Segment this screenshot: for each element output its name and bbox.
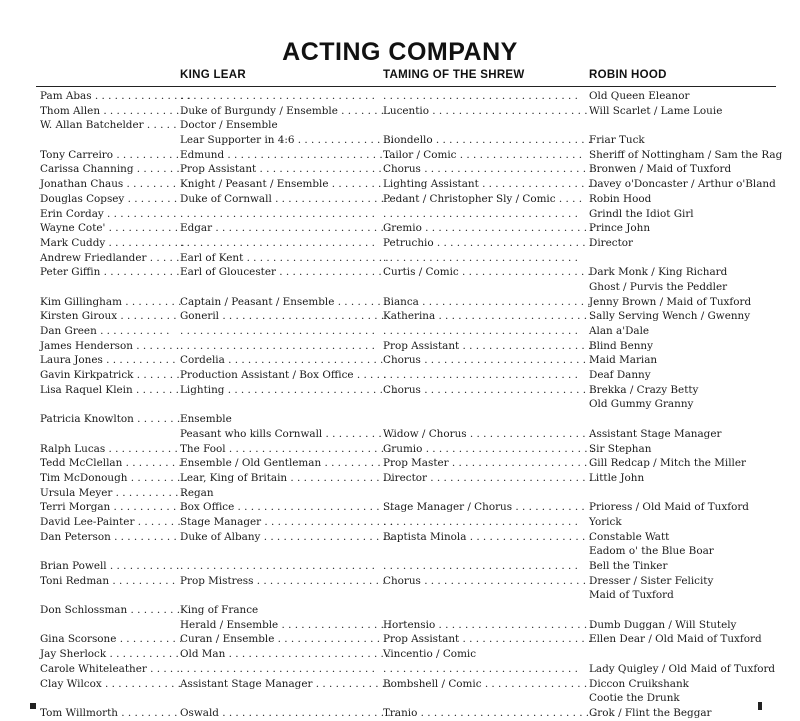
king-lear-role: . . . . . . . . . . . . . . . . . . . . . . . . . . . . . .	[180, 339, 375, 352]
robin-hood-role: Sally Serving Wench / Gwenny	[589, 310, 751, 323]
actor-name: Peter Giffin . . . . . . . . . . . .	[40, 266, 180, 279]
shrew-role: Stage Manager / Chorus . . . . . . . . . . .	[383, 501, 585, 514]
shrew-role: . . . . . . . . . . . . . . . . . . . . . . . . . . . . . .	[383, 369, 578, 382]
column-header-taming-of-the-shrew: TAMING OF THE SHREW	[383, 69, 525, 81]
cast-row	[0, 500, 800, 515]
cast-list	[0, 89, 800, 721]
cast-row-line	[0, 251, 800, 266]
actor-name: Jonathan Chaus . . . . . . . .	[40, 178, 177, 191]
king-lear-role: Oswald . . . . . . . . . . . . . . . . . . . . . . . . . . .	[180, 706, 398, 719]
cast-row	[0, 515, 800, 530]
actor-name: W. Allan Batchelder . . . . .	[40, 119, 177, 132]
cast-row	[0, 486, 800, 501]
shrew-role: Curtis / Comic . . . . . . . . . . . . . . . . . . . .	[383, 266, 591, 279]
shrew-role: Bombshell / Comic . . . . . . . . . . . . . . . .	[383, 677, 588, 690]
cast-row-line	[0, 544, 800, 559]
king-lear-role: Captain / Peasant / Ensemble . . . . . . . .	[180, 295, 388, 308]
shrew-role: Petruchio . . . . . . . . . . . . . . . . . . . . . . . .	[383, 236, 593, 249]
actor-name: Gina Scorsone . . . . . . . . . .	[40, 633, 183, 646]
actor-name: Carissa Channing . . . . . . .	[40, 163, 180, 176]
king-lear-role: Earl of Kent . . . . . . . . . . . . . . . . . . . . . .	[180, 251, 389, 264]
actor-name: Laura Jones . . . . . . . . . . .	[40, 354, 176, 367]
king-lear-role: Knight / Peasant / Ensemble . . . . . . . .	[180, 178, 382, 191]
king-lear-role: Prop Assistant . . . . . . . . . . . . . . . . . . . .	[180, 163, 389, 176]
king-lear-role: Duke of Burgundy / Ensemble . . . . . . . .	[180, 104, 391, 117]
shrew-role: Lucentio . . . . . . . . . . . . . . . . . . . . . . . .	[383, 104, 588, 117]
cast-row	[0, 221, 800, 236]
king-lear-role: Curan / Ensemble . . . . . . . . . . . . . . . . . .	[180, 633, 394, 646]
actor-name: David Lee-Painter . . . . . . .	[40, 515, 181, 528]
robin-hood-role: Sheriff of Nottingham / Sam the Rag	[589, 148, 783, 161]
shrew-role: . . . . . . . . . . . . . . . . . . . . . . . . . . . . . .	[383, 207, 578, 220]
actor-name: Toni Redman . . . . . . . . . .	[40, 574, 176, 587]
actor-name: Tom Willmorth . . . . . . . . .	[40, 706, 178, 719]
king-lear-role: . . . . . . . . . . . . . . . . . . . . . . . . . . . . . .	[180, 236, 375, 249]
robin-hood-role: Prince John	[589, 222, 651, 235]
robin-hood-role: Old Queen Eleanor	[589, 90, 690, 102]
king-lear-role: Peasant who kills Cornwall . . . . . . . . . . .	[180, 427, 395, 440]
robin-hood-role: Dumb Duggan / Will Stutely	[589, 618, 737, 631]
shrew-role: Chorus . . . . . . . . . . . . . . . . . . . . . . . . . .	[383, 574, 593, 587]
actor-name: Jay Sherlock . . . . . . . . . . . .	[40, 648, 186, 661]
cast-row	[0, 236, 800, 251]
cast-row	[0, 368, 800, 383]
cast-row-line	[0, 133, 800, 148]
robin-hood-role: Director	[589, 236, 633, 249]
actor-name: Tedd McClellan . . . . . . . . .	[40, 457, 182, 470]
robin-hood-role: Prioress / Old Maid of Tuxford	[589, 501, 749, 514]
cast-row-line	[0, 353, 800, 368]
column-header-king-lear: KING LEAR	[180, 69, 246, 81]
cast-row-line	[0, 236, 800, 251]
robin-hood-role: Constable Watt	[589, 530, 670, 543]
shrew-role: Vincentio / Comic	[383, 648, 477, 661]
robin-hood-role: Old Gummy Granny	[589, 398, 694, 411]
cast-row	[0, 647, 800, 662]
king-lear-role: . . . . . . . . . . . . . . . . . . . . . . . . . . . . . .	[180, 560, 375, 572]
king-lear-role: Doctor / Ensemble	[180, 119, 278, 132]
king-lear-role: Goneril . . . . . . . . . . . . . . . . . . . . . . . . . .	[180, 310, 391, 323]
shrew-role: . . . . . . . . . . . . . . . . . . . . . . . . . . . . . .	[383, 662, 578, 675]
actor-name: Patricia Knowlton . . . . . . .	[40, 413, 181, 426]
cast-row-line	[0, 148, 800, 163]
cast-row-line	[0, 603, 800, 618]
king-lear-role: Ensemble	[180, 413, 232, 426]
cast-row	[0, 574, 800, 603]
shrew-role: Chorus . . . . . . . . . . . . . . . . . . . . . . . . . .	[383, 354, 593, 367]
actor-name: Gavin Kirkpatrick . . . . . . .	[40, 369, 180, 382]
cast-row	[0, 265, 800, 294]
actor-name: Brian Powell . . . . . . . . . . .	[40, 560, 180, 572]
robin-hood-role: Deaf Danny	[589, 369, 651, 382]
robin-hood-role: Ellen Dear / Old Maid of Tuxford	[589, 633, 762, 646]
shrew-role: Prop Assistant . . . . . . . . . . . . . . . . . . . .	[383, 633, 592, 646]
cast-row-line	[0, 471, 800, 486]
robin-hood-role: Maid of Tuxford	[589, 589, 674, 602]
actor-name: Ursula Meyer . . . . . . . . . . .	[40, 486, 186, 499]
actor-name: Dan Green . . . . . . . . . . .	[40, 325, 170, 337]
shrew-role: Katherina . . . . . . . . . . . . . . . . . . . . . . . .	[383, 310, 594, 323]
robin-hood-role: Sir Stephan	[589, 442, 652, 455]
robin-hood-role: Blind Benny	[589, 339, 653, 352]
robin-hood-role: Bell the Tinker	[589, 560, 668, 572]
shrew-role: Lighting Assistant . . . . . . . . . . . . . . . . . .	[383, 178, 598, 191]
shrew-role: Hortensio . . . . . . . . . . . . . . . . . . . . . . . .	[383, 618, 594, 631]
king-lear-role: Cordelia . . . . . . . . . . . . . . . . . . . . . . . . .	[180, 354, 390, 367]
cast-row	[0, 207, 800, 222]
cast-row-line	[0, 412, 800, 427]
cast-row	[0, 662, 800, 677]
cast-row-line	[0, 706, 800, 721]
king-lear-role: Prop Mistress . . . . . . . . . . . . . . . . . . . .	[180, 574, 386, 587]
cast-row-line	[0, 207, 800, 222]
cast-row-line	[0, 162, 800, 177]
king-lear-role: Lighting . . . . . . . . . . . . . . . . . . . . . . . . . .	[180, 383, 397, 396]
cast-row	[0, 559, 800, 574]
robin-hood-role: Alan a'Dale	[589, 325, 650, 337]
cast-row-line	[0, 309, 800, 324]
king-lear-role: Ensemble / Old Gentleman . . . . . . . . . . .	[180, 457, 394, 470]
king-lear-role: Old Man . . . . . . . . . . . . . . . . . . . . . . . . . .	[180, 648, 398, 661]
shrew-role: Widow / Chorus . . . . . . . . . . . . . . . . . . .	[383, 427, 593, 440]
king-lear-role: Edmund . . . . . . . . . . . . . . . . . . . . . . . . . .	[180, 148, 396, 161]
robin-hood-role: Jenny Brown / Maid of Tuxford	[589, 295, 752, 308]
actor-name: Don Schlossman . . . . . . . .	[40, 604, 181, 617]
shrew-role: Tranio . . . . . . . . . . . . . . . . . . . . . . . . . . .	[383, 706, 596, 719]
robin-hood-role: Assistant Stage Manager	[589, 427, 722, 440]
cast-row	[0, 309, 800, 324]
cast-row-line	[0, 118, 800, 133]
cast-row	[0, 339, 800, 354]
cast-row-line	[0, 89, 800, 104]
robin-hood-role: Brekka / Crazy Betty	[589, 383, 699, 396]
cast-row	[0, 471, 800, 486]
shrew-role: . . . . . . . . . . . . . . . . . . . . . . . . . . . . . .	[383, 90, 578, 102]
actor-name: Thom Allen . . . . . . . . . . . . .	[40, 104, 186, 117]
king-lear-role: Lear, King of Britain . . . . . . . . . . . . . . . .	[180, 471, 393, 484]
cast-row	[0, 442, 800, 457]
cast-row-line	[0, 618, 800, 633]
robin-hood-role: Gill Redcap / Mitch the Miller	[589, 457, 746, 470]
cast-row-line	[0, 559, 800, 574]
cast-row	[0, 148, 800, 163]
cast-row	[0, 603, 800, 632]
shrew-role: . . . . . . . . . . . . . . . . . . . . . . . . . . . . . .	[383, 515, 578, 528]
cast-row	[0, 118, 800, 147]
cast-row-line	[0, 177, 800, 192]
shrew-role: Biondello . . . . . . . . . . . . . . . . . . . . . . . .	[383, 134, 592, 147]
actor-name: Clay Wilcox . . . . . . . . . . . .	[40, 677, 181, 690]
king-lear-role: Production Assistant / Box Office . . . . .	[180, 369, 387, 382]
king-lear-role: . . . . . . . . . . . . . . . . . . . . . . . . . . . . . .	[180, 90, 375, 102]
column-headers	[0, 69, 800, 85]
shrew-role: Bianca . . . . . . . . . . . . . . . . . . . . . . . . . . .	[383, 295, 598, 308]
cast-row	[0, 353, 800, 368]
cast-row	[0, 251, 800, 266]
actor-name: Terri Morgan . . . . . . . . . . .	[40, 501, 183, 514]
cast-row-line	[0, 295, 800, 310]
shrew-role: . . . . . . . . . . . . . . . . . . . . . . . . . . . . . .	[383, 251, 578, 264]
actor-name: Douglas Copsey . . . . . . . .	[40, 192, 178, 205]
cast-row-line	[0, 486, 800, 501]
cast-row-line	[0, 383, 800, 398]
actor-name: Wayne Cote' . . . . . . . . . . .	[40, 222, 179, 235]
cast-row-line	[0, 500, 800, 515]
shrew-role: . . . . . . . . . . . . . . . . . . . . . . . . . . . . . .	[383, 325, 578, 337]
cast-row-line	[0, 427, 800, 442]
robin-hood-role: Maid Marian	[589, 354, 658, 367]
shrew-role: Chorus . . . . . . . . . . . . . . . . . . . . . . . . . .	[383, 163, 593, 176]
king-lear-role: . . . . . . . . . . . . . . . . . . . . . . . . . . . . . .	[180, 325, 375, 337]
robin-hood-role: Robin Hood	[589, 192, 652, 205]
robin-hood-role: Dresser / Sister Felicity	[589, 574, 714, 587]
shrew-role: Grumio . . . . . . . . . . . . . . . . . . . . . . . . . .	[383, 442, 595, 455]
cast-row	[0, 706, 800, 721]
actor-name: Tim McDonough . . . . . . . . .	[40, 471, 187, 484]
cast-row-line	[0, 588, 800, 603]
cast-row	[0, 162, 800, 177]
shrew-role: Tailor / Comic . . . . . . . . . . . . . . . . . . .	[383, 148, 583, 161]
robin-hood-role: Diccon Cruikshank	[589, 677, 689, 690]
king-lear-role: Box Office . . . . . . . . . . . . . . . . . . . . . . . .	[180, 501, 393, 514]
cast-row	[0, 324, 800, 339]
cast-row	[0, 89, 800, 104]
page-mark-right	[758, 702, 762, 710]
robin-hood-role: Cootie the Drunk	[589, 692, 680, 705]
actor-name: James Henderson . . . . . . .	[40, 339, 180, 352]
cast-row-line	[0, 662, 800, 677]
king-lear-role: Herald / Ensemble . . . . . . . . . . . . . . . . .	[180, 618, 391, 631]
king-lear-role: Edgar . . . . . . . . . . . . . . . . . . . . . . . . . . .	[180, 222, 391, 235]
column-header-robin-hood: ROBIN HOOD	[589, 69, 667, 81]
king-lear-role: Duke of Cornwall . . . . . . . . . . . . . . . . . .	[180, 192, 391, 205]
robin-hood-role: Grindl the Idiot Girl	[589, 207, 694, 220]
cast-row	[0, 530, 800, 559]
cast-row-line	[0, 632, 800, 647]
shrew-role: Director . . . . . . . . . . . . . . . . . . . . . . . . .	[383, 471, 593, 484]
cast-row	[0, 412, 800, 441]
king-lear-role: Regan	[180, 486, 214, 499]
cast-row-line	[0, 368, 800, 383]
shrew-role: . . . . . . . . . . . . . . . . . . . . . . . . . . . . . .	[383, 560, 578, 572]
cast-row-line	[0, 265, 800, 280]
robin-hood-role: Eadom o' the Blue Boar	[589, 545, 714, 558]
king-lear-role: King of France	[180, 604, 259, 617]
shrew-role: Chorus . . . . . . . . . . . . . . . . . . . . . . . . . .	[383, 383, 593, 396]
cast-row-line	[0, 530, 800, 545]
king-lear-role: . . . . . . . . . . . . . . . . . . . . . . . . . . . . . .	[180, 207, 375, 220]
shrew-role: Prop Master . . . . . . . . . . . . . . . . . . . . . .	[383, 457, 594, 470]
cast-row	[0, 295, 800, 310]
cast-row-line	[0, 647, 800, 662]
actor-name: Ralph Lucas . . . . . . . . . . .	[40, 442, 178, 455]
king-lear-role: Lear Supporter in 4:6 . . . . . . . . . . . . . . .	[180, 134, 394, 147]
robin-hood-role: Little John	[589, 471, 645, 484]
king-lear-role: The Fool . . . . . . . . . . . . . . . . . . . . . . . . .	[180, 442, 391, 455]
actor-name: Mark Cuddy . . . . . . . . . . . .	[40, 236, 185, 249]
actor-name: Lisa Raquel Klein . . . . . . .	[40, 383, 179, 396]
cast-row-line	[0, 221, 800, 236]
cast-row	[0, 177, 800, 192]
robin-hood-role: Friar Tuck	[589, 134, 645, 147]
robin-hood-role: Yorick	[589, 515, 622, 528]
king-lear-role: Assistant Stage Manager . . . . . . . . . . . .	[180, 677, 392, 690]
page-mark-left	[30, 703, 36, 709]
robin-hood-role: Lady Quigley / Old Maid of Tuxford	[589, 662, 776, 675]
robin-hood-role: Will Scarlet / Lame Louie	[589, 104, 723, 117]
robin-hood-role: Davey o'Doncaster / Arthur o'Bland	[589, 178, 776, 191]
actor-name: Erin Corday . . . . . . . . . . .	[40, 207, 177, 220]
cast-row-line	[0, 456, 800, 471]
page-title: ACTING COMPANY	[282, 38, 518, 66]
king-lear-role: Stage Manager . . . . . . . . . . . . . . . . . . . .	[180, 515, 394, 528]
actor-name: Dan Peterson . . . . . . . . . . .	[40, 530, 184, 543]
shrew-role: Pedant / Christopher Sly / Comic . . . .	[383, 192, 582, 205]
actor-name: Kirsten Giroux . . . . . . . . .	[40, 310, 177, 323]
cast-row-line	[0, 397, 800, 412]
robin-hood-role: Ghost / Purvis the Peddler	[589, 280, 728, 293]
cast-row	[0, 456, 800, 471]
actor-name: Andrew Friedlander . . . . .	[40, 251, 180, 264]
cast-row-line	[0, 324, 800, 339]
cast-row-line	[0, 691, 800, 706]
actor-name: Tony Carreiro . . . . . . . . . .	[40, 148, 180, 161]
shrew-role: Baptista Minola . . . . . . . . . . . . . . . . . . .	[383, 530, 592, 543]
king-lear-role: . . . . . . . . . . . . . . . . . . . . . . . . . . . . . .	[180, 662, 375, 675]
actor-name: Kim Gillingham . . . . . . . . .	[40, 295, 182, 308]
cast-row	[0, 192, 800, 207]
shrew-role: Gremio . . . . . . . . . . . . . . . . . . . . . . . . . .	[383, 222, 594, 235]
cast-row	[0, 104, 800, 119]
cast-row	[0, 632, 800, 647]
cast-row-line	[0, 280, 800, 295]
cast-row-line	[0, 574, 800, 589]
robin-hood-role: Dark Monk / King Richard	[589, 266, 728, 279]
cast-row-line	[0, 339, 800, 354]
cast-row	[0, 383, 800, 412]
cast-row-line	[0, 192, 800, 207]
king-lear-role: Duke of Albany . . . . . . . . . . . . . . . . . . . .	[180, 530, 393, 543]
robin-hood-role: Grok / Flint the Beggar	[589, 706, 712, 719]
shrew-role: Prop Assistant . . . . . . . . . . . . . . . . . . . .	[383, 339, 592, 352]
cast-row-line	[0, 677, 800, 692]
actor-name: Carole Whiteleather . . . . .	[40, 662, 180, 675]
header-rule	[36, 86, 776, 87]
cast-row	[0, 677, 800, 706]
king-lear-role: Earl of Gloucester . . . . . . . . . . . . . . . . .	[180, 266, 389, 279]
actor-name: Pam Abas . . . . . . . . . . . . . . .	[40, 90, 191, 102]
cast-row-line	[0, 104, 800, 119]
robin-hood-role: Bronwen / Maid of Tuxford	[589, 163, 732, 176]
cast-row-line	[0, 442, 800, 457]
cast-row-line	[0, 515, 800, 530]
